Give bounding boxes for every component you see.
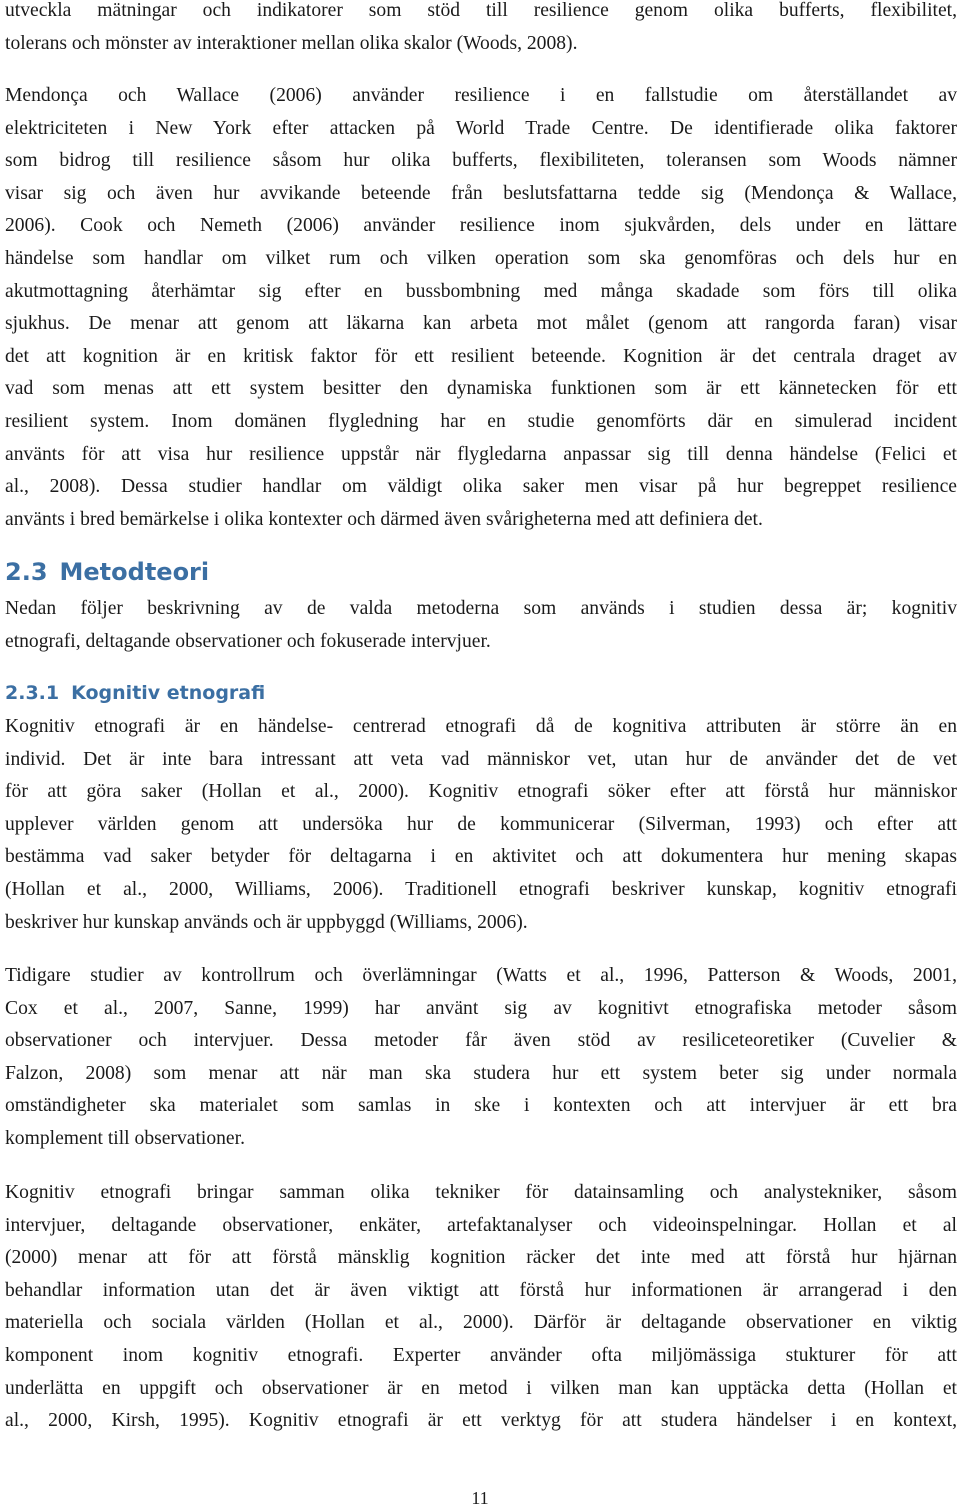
text-line: Mendonça och Wallace (2006) använder resilience i en fallstudie om återställandet av: [5, 85, 957, 106]
text-line: för att göra saker (Hollan et al., 2000). Kognitiv etnografi söker efter att förstå hur människor: [5, 781, 957, 803]
text-line: visar sig och även hur avvikande beteende från beslutsfattarna tedde sig (Mendonça & Wallace,: [5, 182, 957, 204]
section-number: 2.3: [5, 558, 48, 586]
text-line: Falzon, 2008) som menar att när man ska studera hur ett system beter sig under normala: [5, 1062, 957, 1084]
text-line: 2006). Cook och Nemeth (2006) använder resilience inom sjukvården, dels under en lättare: [5, 215, 957, 237]
text-line: al., 2000, Kirsh, 1995). Kognitiv etnografi är ett verktyg för att studera händelser i en kontext,: [5, 1410, 957, 1432]
text-line: beskriver hur kunskap används och är uppbyggd (Williams, 2006).: [5, 911, 528, 933]
text-line: Kognitiv etnografi är en händelse- centrerad etnografi då de kognitiva attributen är större än en: [5, 716, 957, 737]
section-heading-2-3: [5, 558, 209, 586]
text-line: upplever världen genom att undersöka hur de kommunicerar (Silverman, 1993) och efter att: [5, 813, 957, 835]
text-line: bestämma vad saker betyder för deltagarna i en aktivitet och att dokumentera hur mening skapas: [5, 846, 957, 868]
text-line: observationer och intervjuer. Dessa metoder får även stöd av resiliceteoretiker (Cuvelier &: [5, 1030, 957, 1052]
text-line: det att kognition är en kritisk faktor för ett resilient beteende. Kognition är det centrala draget av: [5, 345, 957, 367]
paragraph-bringar-samman: [5, 1177, 957, 1438]
text-line: använts för att visa hur resilience uppstår när flygledarna anpassar sig till denna händelse (Felici et: [5, 443, 957, 465]
section-heading-2-3-1: [5, 682, 265, 704]
section-title: Kognitiv etnografi: [71, 682, 266, 704]
text-line: akutmottagning återhämtar sig efter en bussbombning med många skadade som förs till olika: [5, 280, 957, 302]
text-line: vad som menas att ett system besitter den dynamiska funktionen som är ett kännetecken för ett: [5, 378, 957, 400]
text-line: Kognitiv etnografi bringar samman olika tekniker för datainsamling och analystekniker, såsom: [5, 1182, 957, 1203]
text-line: (Hollan et al., 2000, Williams, 2006). Traditionell etnografi beskriver kunskap, kognitiv etnografi: [5, 878, 957, 900]
text-line: omständigheter ska materialet som samlas in ske i kontexten och att intervjuer är ett bra: [5, 1095, 957, 1117]
text-line: al., 2008). Dessa studier handlar om väldigt olika saker men visar på hur begreppet resilience: [5, 476, 957, 498]
text-line: (2000) menar att för att förstå mänsklig kognition räcker det inte med att förstå hur hjärnan: [5, 1247, 957, 1269]
text-line: sjukhus. De menar att genom att läkarna kan arbeta mot målet (genom att rangorda faran) visar: [5, 313, 957, 335]
paragraph-mendonca: [5, 80, 957, 536]
text-line: komplement till observationer.: [5, 1127, 245, 1149]
text-line: som bidrog till resilience såsom hur olika bufferts, flexibiliteten, toleransen som Woods nämner: [5, 150, 957, 172]
text-line: underlätta en uppgift och observationer är en metod i vilken man kan upptäcka detta (Hollan et: [5, 1377, 957, 1399]
paragraph-metodteori: [5, 593, 957, 658]
text-line: händelse som handlar om vilket rum och vilken operation som ska genomföras och dels hur en: [5, 247, 957, 269]
text-line: Cox et al., 2007, Sanne, 1999) har använt sig av kognitivt etnografiska metoder såsom: [5, 997, 957, 1019]
text-line: resilient system. Inom domänen flygledning har en studie genomförts där en simulerad incident: [5, 410, 957, 432]
text-line: elektriciteten i New York efter attacken på World Trade Centre. De identifierade olika faktorer: [5, 117, 957, 139]
text-line: intervjuer, deltagande observationer, enkäter, artefaktanalyser och videoinspelningar. Hollan et al: [5, 1214, 957, 1236]
page-number: 11: [471, 1488, 489, 1508]
text-line: behandlar information utan det är även viktigt att förstå hur informationen är arrangerad i den: [5, 1279, 957, 1301]
paragraph-top: [5, 0, 957, 60]
section-title: Metodteori: [59, 558, 210, 586]
text-line: tolerans och mönster av interaktioner mellan olika skalor (Woods, 2008).: [5, 32, 578, 54]
text-line: utveckla mätningar och indikatorer som stöd till resilience genom olika bufferts, flexibilitet,: [5, 0, 957, 21]
text-line: individ. Det är inte bara intressant att veta vad människor vet, utan hur de använder det de vet: [5, 748, 957, 770]
text-line: materiella och sociala världen (Hollan et al., 2000). Därför är deltagande observationer en viktig: [5, 1312, 957, 1334]
text-line: Nedan följer beskrivning av de valda metoderna som används i studien dessa är; kognitiv: [5, 598, 957, 619]
paragraph-kognitiv-etnografi: [5, 711, 957, 939]
text-line: etnografi, deltagande observationer och fokuserade intervjuer.: [5, 630, 491, 652]
section-number: 2.3.1: [5, 682, 60, 704]
paragraph-tidigare-studier: [5, 960, 957, 1156]
text-line: komponent inom kognitiv etnografi. Experter använder ofta miljömässiga stukturer för att: [5, 1344, 957, 1366]
text-line: Tidigare studier av kontrollrum och överlämningar (Watts et al., 1996, Patterson & Woods, 2001,: [5, 965, 957, 986]
text-line: använts i bred bemärkelse i olika kontexter och därmed även svårigheterna med att definiera det.: [5, 508, 763, 530]
